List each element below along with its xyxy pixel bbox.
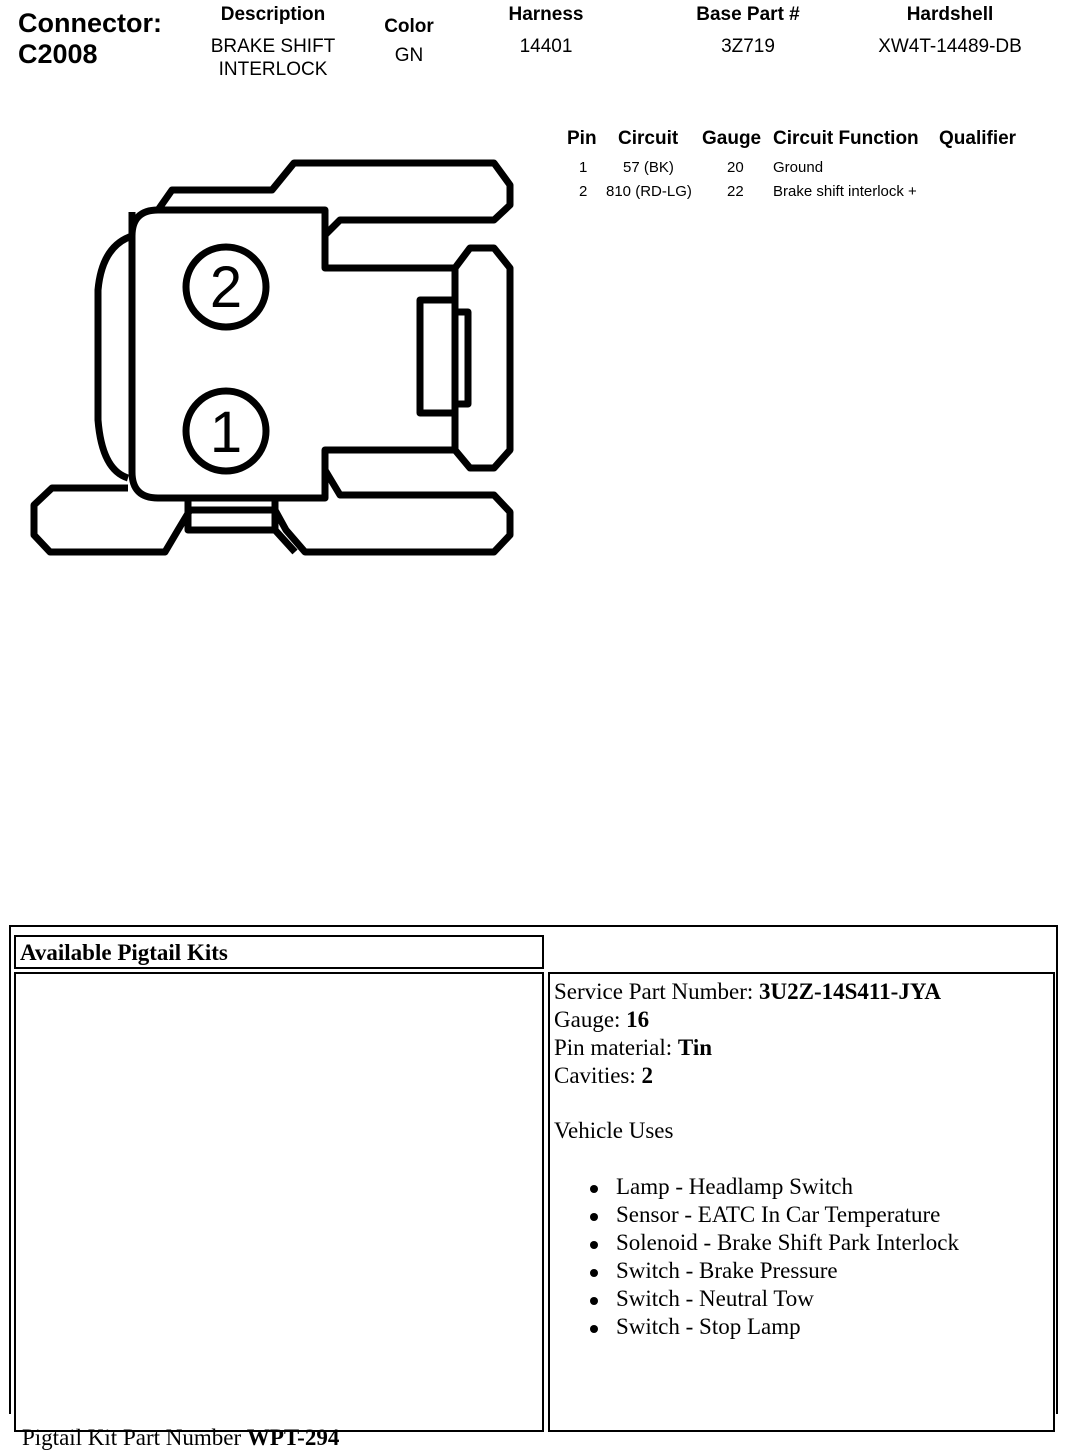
- left-rounded-rib: [98, 212, 132, 478]
- harness-column: [490, 4, 602, 58]
- function-header: Circuit Function: [773, 128, 919, 149]
- vehicle-uses-list: [554, 1173, 1053, 1341]
- pigtail-pn-value: WPT-294: [246, 1425, 340, 1450]
- base-part-value: 3Z719: [721, 36, 775, 57]
- color-column: [370, 16, 448, 67]
- service-part-label: Service Part Number:: [554, 979, 760, 1004]
- latch-window-inner: [455, 312, 468, 404]
- description-line1: BRAKE SHIFT: [210, 36, 336, 57]
- hardshell-label: Hardshell: [906, 4, 994, 25]
- description-label: Description: [220, 4, 326, 25]
- row-2-pin: 2: [579, 183, 588, 200]
- pigtail-kit-part-number: [22, 1425, 339, 1451]
- list-item: Switch - Stop Lamp: [590, 1313, 1053, 1341]
- pigtail-kits-title: Available Pigtail Kits: [14, 935, 544, 969]
- row-2-function: Brake shift interlock +: [773, 183, 917, 200]
- hardshell-column: [860, 4, 1040, 58]
- row-1-circuit: 57 (BK): [623, 159, 674, 176]
- list-item: Switch - Neutral Tow: [590, 1285, 1053, 1313]
- latch-window: [420, 300, 455, 413]
- pin-1-label: 1: [209, 400, 243, 465]
- top-latch: [158, 163, 510, 235]
- right-latch: [455, 248, 510, 468]
- row-2-circuit: 810 (RD-LG): [606, 183, 692, 200]
- pigtail-image-cell: [14, 972, 544, 1450]
- cavities-line: [554, 1062, 1053, 1090]
- description-column: [192, 4, 354, 81]
- connector-label: Connector:: [18, 8, 162, 38]
- connector-diagram: [0, 150, 540, 570]
- list-item: Switch - Brake Pressure: [590, 1257, 1053, 1285]
- pigtail-details-cell: [548, 972, 1055, 1432]
- harness-value: 14401: [519, 36, 573, 57]
- pigtail-pn-label: Pigtail Kit Part Number: [22, 1425, 247, 1450]
- list-item: Solenoid - Brake Shift Park Interlock: [590, 1229, 1053, 1257]
- pin-material-value: Tin: [677, 1035, 713, 1060]
- list-item: Sensor - EATC In Car Temperature: [590, 1201, 1053, 1229]
- pin-material-label: Pin material:: [554, 1035, 678, 1060]
- row-2-gauge: 22: [727, 183, 744, 200]
- gauge-label: Gauge:: [554, 1007, 627, 1032]
- row-1-gauge: 20: [727, 159, 744, 176]
- row-1-pin: 1: [579, 159, 588, 176]
- row-1-function: Ground: [773, 159, 824, 176]
- pigtail-kits-panel: [9, 925, 1058, 1450]
- qualifier-header: Qualifier: [939, 128, 1017, 149]
- pin-2-label: 2: [209, 255, 243, 320]
- base-part-label: Base Part #: [696, 4, 800, 25]
- connector-body: [132, 210, 455, 498]
- circuit-header: Circuit: [618, 128, 679, 149]
- base-part-column: [678, 4, 818, 58]
- pin-header: Pin: [567, 128, 597, 149]
- connector-title: [18, 8, 162, 70]
- gauge-line: [554, 1006, 1053, 1034]
- pin-material-line: [554, 1034, 1053, 1062]
- service-part-number: [554, 978, 1053, 1006]
- cavities-value: 2: [641, 1063, 654, 1088]
- list-item: Lamp - Headlamp Switch: [590, 1173, 1053, 1201]
- gauge-value: 16: [626, 1007, 650, 1032]
- bottom-notch: [188, 498, 275, 530]
- color-value: GN: [394, 45, 424, 66]
- connector-id: C2008: [18, 39, 98, 69]
- harness-label: Harness: [508, 4, 584, 25]
- description-line2: INTERLOCK: [218, 59, 328, 80]
- gauge-header: Gauge: [702, 128, 762, 149]
- color-label: Color: [384, 16, 434, 37]
- service-part-value: 3U2Z-14S411-JYA: [759, 979, 941, 1004]
- hardshell-value: XW4T-14489-DB: [878, 36, 1022, 57]
- cavities-label: Cavities:: [554, 1063, 642, 1088]
- vehicle-uses-title: Vehicle Uses: [554, 1118, 674, 1143]
